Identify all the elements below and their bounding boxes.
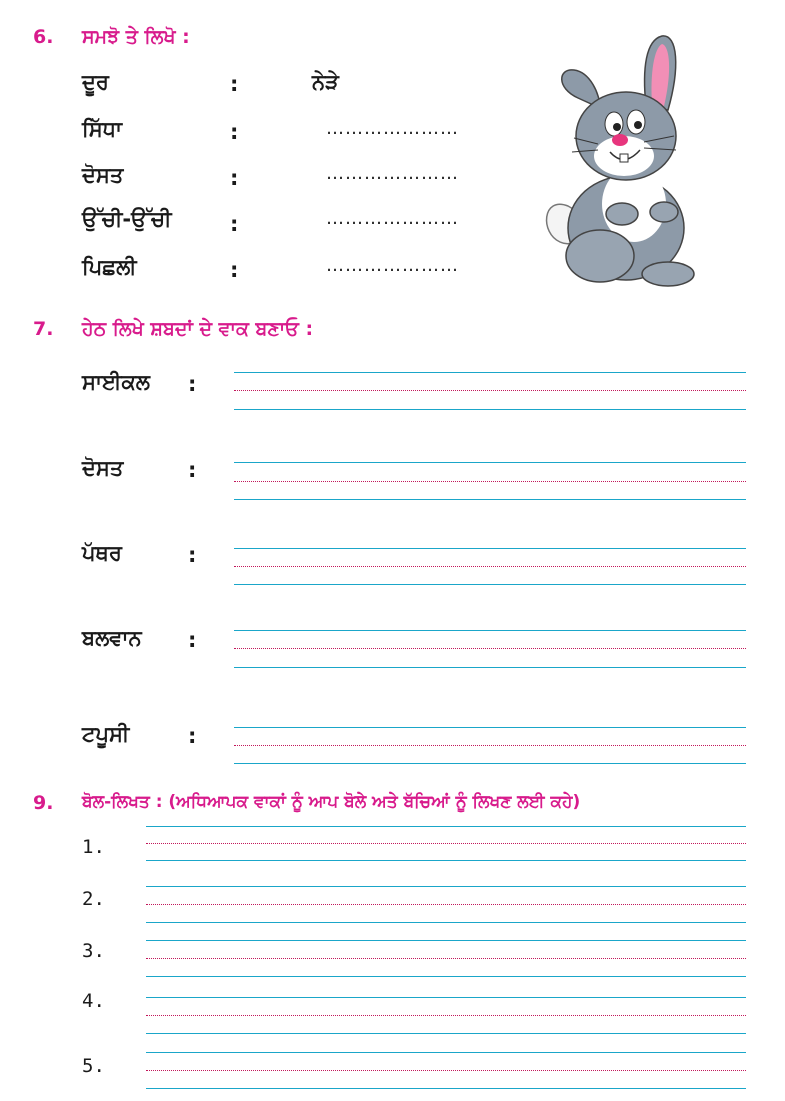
q9-line-5-top[interactable] [146, 1052, 746, 1053]
q7-line-4-bottom[interactable] [234, 667, 746, 668]
q7-colon-5: : [188, 724, 197, 748]
q6-number: 6. [33, 26, 54, 48]
q7-line-5-mid[interactable] [234, 745, 746, 746]
q7-line-5-bottom[interactable] [234, 763, 746, 764]
q7-word-4: ਬਲਵਾਨ [82, 626, 142, 650]
q7-colon-3: : [188, 543, 197, 567]
q7-word-5: ਟਪੂਸੀ [82, 722, 130, 746]
q9-line-3-top[interactable] [146, 940, 746, 941]
q7-line-2-top[interactable] [234, 462, 746, 463]
q9-item-5-number: 5. [82, 1055, 105, 1077]
q9-line-2-top[interactable] [146, 886, 746, 887]
q6-row-5-word: ਪਿਛਲੀ [82, 255, 137, 279]
q9-line-2-mid[interactable] [146, 904, 746, 905]
q7-line-2-bottom[interactable] [234, 499, 746, 500]
q9-item-3-number: 3. [82, 940, 105, 962]
bunny-illustration [538, 28, 713, 290]
q6-row-5-colon: : [230, 258, 239, 282]
q6-row-1-word: ਦੂਰ [82, 70, 109, 94]
q7-line-4-mid[interactable] [234, 648, 746, 649]
q9-line-5-mid[interactable] [146, 1070, 746, 1071]
q7-line-3-top[interactable] [234, 548, 746, 549]
q7-line-1-mid[interactable] [234, 390, 746, 391]
q6-row-3-answer-blank[interactable]: ………………… [326, 163, 459, 184]
q7-colon-4: : [188, 628, 197, 652]
q9-title: ਬੋਲ-ਲਿਖਤ : (ਅਧਿਆਪਕ ਵਾਕਾਂ ਨੂੰ ਆਪ ਬੋਲੇ ਅਤੇ ਬੱਚਿਆਂ ਨੂੰ ਲਿਖਣ ਲਈ ਕਹੇ) [82, 792, 581, 812]
q7-colon-2: : [188, 458, 197, 482]
q7-line-4-top[interactable] [234, 630, 746, 631]
q9-line-1-top[interactable] [146, 826, 746, 827]
q6-row-3-colon: : [230, 166, 239, 190]
q9-number: 9. [33, 792, 54, 814]
q6-row-2-word: ਸਿੱਧਾ [82, 117, 122, 141]
q7-line-3-bottom[interactable] [234, 584, 746, 585]
q6-row-3-word: ਦੋਸਤ [82, 163, 124, 187]
q6-row-2-answer-blank[interactable]: ………………… [326, 118, 459, 139]
q7-word-3: ਪੱਥਰ [82, 541, 122, 565]
q7-number: 7. [33, 318, 54, 340]
q6-title: ਸਮਝੋ ਤੇ ਲਿਖੋ : [82, 26, 190, 48]
q9-item-4-number: 4. [82, 990, 105, 1012]
q6-row-1-colon: : [230, 72, 239, 96]
q7-title: ਹੇਠ ਲਿਖੇ ਸ਼ਬਦਾਂ ਦੇ ਵਾਕ ਬਣਾਓ : [82, 318, 314, 340]
q6-row-2-colon: : [230, 120, 239, 144]
q9-line-4-bottom[interactable] [146, 1033, 746, 1034]
q6-row-1-answer: ਨੇੜੇ [312, 70, 339, 94]
q6-row-4-answer-blank[interactable]: ………………… [326, 208, 459, 229]
q9-item-1-number: 1. [82, 836, 105, 858]
q9-line-4-top[interactable] [146, 997, 746, 998]
q7-word-2: ਦੋਸਤ [82, 456, 124, 480]
q9-line-2-bottom[interactable] [146, 922, 746, 923]
q7-colon-1: : [188, 372, 197, 396]
q9-line-5-bottom[interactable] [146, 1088, 746, 1089]
q9-item-2-number: 2. [82, 888, 105, 910]
q7-line-2-mid[interactable] [234, 481, 746, 482]
q7-line-5-top[interactable] [234, 727, 746, 728]
q7-word-1: ਸਾਈਕਲ [82, 370, 150, 394]
q9-line-3-mid[interactable] [146, 958, 746, 959]
q6-row-5-answer-blank[interactable]: ………………… [326, 255, 459, 276]
q7-line-3-mid[interactable] [234, 566, 746, 567]
q9-line-4-mid[interactable] [146, 1015, 746, 1016]
q9-line-1-bottom[interactable] [146, 860, 746, 861]
q6-row-4-word: ਉੱਚੀ-ਉੱਚੀ [82, 207, 172, 231]
q9-line-1-mid[interactable] [146, 843, 746, 844]
q7-line-1-bottom[interactable] [234, 409, 746, 410]
q6-row-4-colon: : [230, 212, 239, 236]
q9-line-3-bottom[interactable] [146, 976, 746, 977]
q7-line-1-top[interactable] [234, 372, 746, 373]
